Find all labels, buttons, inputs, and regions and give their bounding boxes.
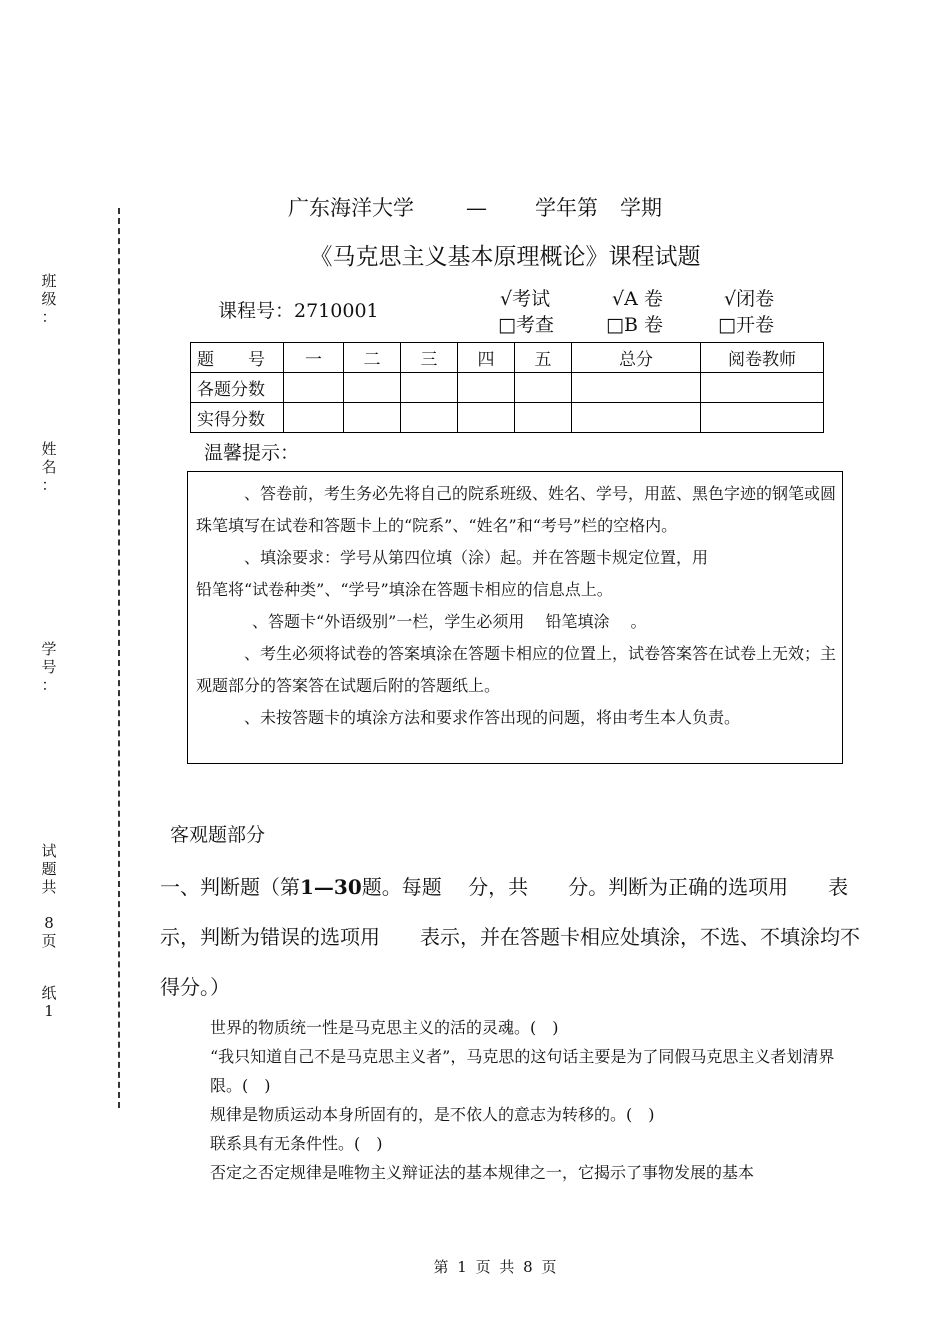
list-item: 规律是物质运动本身所固有的，是不依人的意志为转移的。( ): [210, 1105, 655, 1124]
table-cell[interactable]: [401, 373, 458, 403]
table-cell[interactable]: [572, 373, 701, 403]
table-header-cell: 题 号: [191, 343, 284, 373]
table-cell[interactable]: [458, 373, 515, 403]
option-paper-b: □B 卷: [606, 314, 663, 336]
binding-line: [118, 208, 120, 1108]
table-header-cell: 一: [284, 343, 344, 373]
table-cell[interactable]: [284, 403, 344, 433]
page-header: [0, 192, 950, 222]
table-cell[interactable]: [344, 373, 401, 403]
option-paper-a: √A 卷: [612, 288, 663, 310]
table-cell[interactable]: [515, 373, 572, 403]
table-header-cell: 四: [458, 343, 515, 373]
question-range: 1—30: [300, 875, 362, 899]
tip-item: 、答卷前，考生务必先将自己的院系班级、姓名、学号，用蓝、黑色字迹的钢笔或圆珠笔填写在试卷和答题卡上的“院系”、“姓名”和“考号”栏的空格内。: [196, 484, 837, 535]
list-item: 联系具有无条件性。( ): [210, 1134, 383, 1153]
list-item: “我只知道自己不是马克思主义者”，马克思的这句话主要是为了同假马克思主义者划清界限。( ): [210, 1047, 835, 1095]
table-cell[interactable]: [701, 373, 824, 403]
table-header-cell: 阅卷教师: [701, 343, 824, 373]
question-list: [210, 1013, 865, 1187]
table-cell[interactable]: [401, 403, 458, 433]
row-label-points: 各题分数: [191, 373, 284, 403]
option-closed-book: √闭卷: [724, 288, 775, 310]
section-title: 客观题部分: [170, 824, 266, 846]
table-row: [191, 403, 824, 433]
table-cell[interactable]: [344, 403, 401, 433]
table-row: [191, 343, 824, 373]
page-footer: 第 1 页 共 8 页: [433, 1258, 557, 1276]
tip-item: 铅笔将“试卷种类”、“学号”填涂在答题卡相应的信息点上。: [196, 580, 613, 599]
tip-item: 、未按答题卡的填涂方法和要求作答出现的问题，将由考生本人负责。: [244, 708, 741, 727]
course-number: 课程号：2710001: [218, 300, 379, 322]
tips-box: [187, 471, 843, 764]
course-title: 《马克思主义基本原理概论》课程试题: [309, 244, 701, 270]
tips-heading: 温馨提示：: [204, 442, 300, 464]
term-label-a: 学年第: [535, 196, 598, 220]
table-cell[interactable]: [515, 403, 572, 433]
question-rest: 题。每题 分，共 分。判断为正确的选项用 表示，判断为错误的选项用 表示，并在答题卡相应处填涂，不选、不填涂均不得分。）: [160, 875, 860, 999]
question-prefix: 一、判断题（第: [160, 875, 300, 899]
tip-item: 、考生必须将试卷的答案填涂在答题卡相应的位置上，试卷答案答在试卷上无效；主观题部分的答案答在试题后附的答题纸上。: [196, 644, 837, 695]
list-item: 世界的物质统一性是马克思主义的活的灵魂。( ): [210, 1018, 559, 1037]
table-cell[interactable]: [701, 403, 824, 433]
table-header-cell: 二: [344, 343, 401, 373]
tip-item: 、答题卡“外语级别”一栏，学生必须用 铅笔填涂 。: [252, 612, 647, 631]
table-header-cell: 五: [515, 343, 572, 373]
score-table: [190, 342, 824, 433]
option-open-book: □开卷: [718, 314, 774, 336]
list-item: 否定之否定规律是唯物主义辩证法的基本规律之一，它揭示了事物发展的基本: [210, 1163, 755, 1182]
year-dash: —: [466, 196, 487, 220]
term-label-b: 学期: [620, 196, 662, 220]
option-check: □考查: [498, 314, 554, 336]
side-label-paper: 纸 1: [41, 984, 57, 1020]
option-exam: √考试: [500, 288, 551, 310]
table-cell[interactable]: [458, 403, 515, 433]
side-label-id: 学 号 ：: [41, 640, 57, 694]
row-label-scored: 实得分数: [191, 403, 284, 433]
side-label-class: 班 级 ：: [41, 272, 57, 326]
table-cell[interactable]: [284, 373, 344, 403]
table-cell[interactable]: [572, 403, 701, 433]
table-row: [191, 373, 824, 403]
university-name: 广东海洋大学: [288, 196, 414, 220]
question-instructions: [160, 862, 870, 1012]
tip-item: 、填涂要求：学号从第四位填（涂）起。并在答题卡规定位置，用: [244, 548, 709, 567]
side-label-pages: 试 题 共 8 页: [41, 842, 57, 950]
table-header-cell: 总分: [572, 343, 701, 373]
side-label-name: 姓 名 ：: [41, 440, 57, 494]
table-header-cell: 三: [401, 343, 458, 373]
